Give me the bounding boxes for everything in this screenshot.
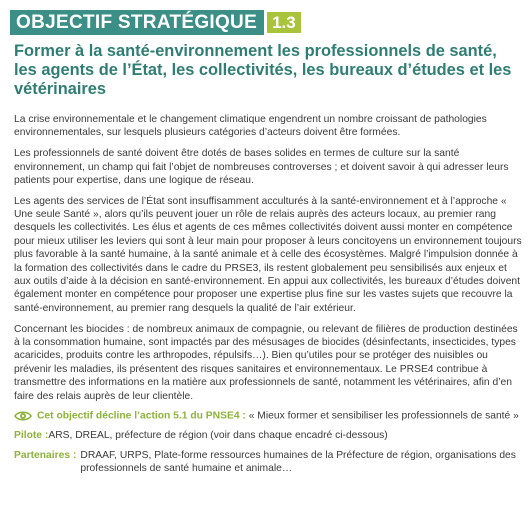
action-prefix: Cet objectif décline l’action 5.1 du PNSE4 : xyxy=(37,410,246,422)
action-line xyxy=(14,409,519,423)
pilote-text: ARS, DREAL, préfecture de région (voir dans chaque encadré ci-dessous) xyxy=(48,430,388,442)
action-text: « Mieux former et sensibiliser les professionnels de santé » xyxy=(245,410,519,422)
objective-label: OBJECTIF STRATÉGIQUE xyxy=(10,10,264,35)
paragraph-3: Les agents des services de l’État sont insuffisamment acculturés à la santé-environnement et à l’approche « Une seule Santé », alors qu’ils peuvent jouer un rôle de relais auprès des acteurs locaux, au premier rang desquels les collectivités. Les élus et agents de ces mêmes collectivités doivent aussi monter en compétence pour mieux utiliser les leviers qui sont à leur main pour proposer à leurs concitoyens un environnement toujours plus favorable à la santé humaine, à la santé animale et à celle des écosystèmes. Malgré l’impulsion donnée à la formation des collectivités dans le cadre du PRSE3, ils restent globalement peu sensibilisés aux enjeux et aux outils d’aide à la décision en santé-environnement. En appui aux collectivités, les bureaux d’études doivent également monter en compétence pour proposer une expertise plus fine sur les vastes sujets que recouvre la santé-environnement, au premier rang desquels la qualité de l’air extérieur. xyxy=(14,195,522,314)
pilote-row xyxy=(14,429,526,442)
paragraph-4: Concernant les biocides : de nombreux animaux de compagnie, ou relevant de filières de production destinées à la consommation humaine, sont impactés par des mésusages de biocides (désinfectants, insecticides, types acaricides, produits contre les arthropodes, répulsifs…). Bien qu’utiles pour se protéger des nuisibles ou prévenir les maladies, ils présentent des risques sanitaires et environnementaux. Le PRSE4 contribue à transmettre des informations en la matière aux professionnels de santé, notamment les vétérinaires, afin d’en faire des relais auprès de leur clientèle. xyxy=(14,323,518,402)
objective-banner xyxy=(10,10,301,35)
body-text xyxy=(14,113,526,410)
partenaires-row xyxy=(14,449,526,476)
page-title: Former à la santé-environnement les professionnels de santé, les agents de l’État, les collectivités, les bureaux d’études et les vétérinaires xyxy=(14,42,512,98)
footer-box xyxy=(14,409,526,481)
action-row xyxy=(14,409,526,423)
pilote-label: Pilote : xyxy=(14,430,49,442)
paragraph-1: La crise environnementale et le changement climatique engendrent un nombre croissant de pathologies environnementales, sur lesquels plusieurs catégories d’acteurs doivent être formées. xyxy=(14,114,487,139)
partenaires-label: Partenaires : xyxy=(14,449,77,461)
partenaires-text: DRAAF, URPS, Plate-forme ressources humaines de la Préfecture de région, organisations des professionnels de santé humaine et animale… xyxy=(80,449,516,474)
objective-number: 1.3 xyxy=(267,12,301,33)
paragraph-2: Les professionnels de santé doivent être dotés de bases solides en termes de culture sur la santé environnement, un champ qui fait l’objet de nombreuses controverses ; et doivent savoir à qui adresser leurs patients pour expertise, dans une logique de réseau. xyxy=(14,148,509,186)
eye-icon xyxy=(14,409,32,423)
